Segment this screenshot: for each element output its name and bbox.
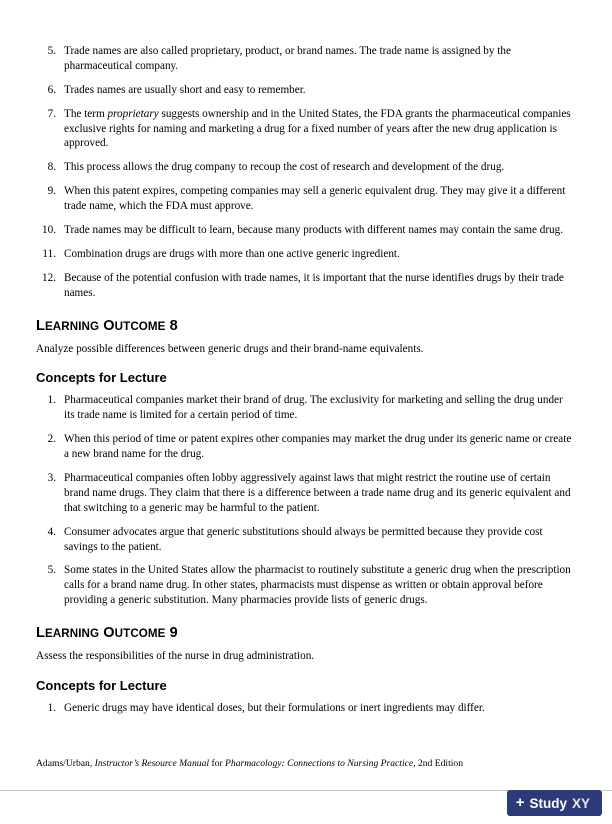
list-item-number: 1. [47,394,56,407]
studyxy-watermark [507,790,602,816]
footer-edition: , 2nd Edition [413,758,463,769]
list-item [36,107,576,152]
heading-letter: O [103,317,115,334]
list-item-text: Combination drugs are drugs with more than one active generic ingredient. [64,247,400,260]
plus-icon: + [515,794,525,811]
list-item-number: 5. [47,564,56,577]
footer-manual-title: Instructor’s Resource Manual [94,758,210,769]
watermark-study-text: Study [529,795,567,811]
footer-book-title: Pharmacology: Connections to Nursing Practice [225,758,414,769]
list-item-number: 5. [47,45,56,57]
concepts-for-lecture-heading-9: Concepts for Lecture [36,678,167,694]
list-item-number: 2. [47,433,56,446]
list-item-number: 10. [42,224,56,237]
concepts-for-lecture-heading-8: Concepts for Lecture [36,370,167,386]
list-item-text: This process allows the drug company to recoup the cost of research and development of the drug. [64,161,505,174]
list-item-number: 12. [42,271,56,284]
heading-smallcaps: UTCOME [114,627,166,641]
list-item-text: Pharmaceutical companies often lobby aggressively against laws that might restrict the routine use of certain brand name drugs. They claim that there is a difference between a trade name drug and its generic equivalent and that switching to a generic may be harmful to the patient. [64,472,571,514]
list-item-text: When this period of time or patent expires other companies may market the drug under its generic name or create a new brand name for the drug. [64,433,572,461]
heading-number: 9 [169,625,178,642]
watermark-xy-text: XY [571,795,590,811]
top-numbered-list [36,44,576,301]
list-item-text: When this patent expires, competing companies may sell a generic equivalent drug. They may give it a different trade name, which the FDA must approve. [64,185,566,213]
page-content [36,44,576,725]
list-item-text: Because of the potential confusion with trade names, it is important that the nurse identifies drugs by their trade names. [64,271,564,299]
list-item [36,701,576,716]
learning-outcome-8-heading [36,318,576,334]
section-9-list [36,701,576,716]
list-item [36,563,576,608]
list-item [36,247,576,262]
heading-smallcaps: EARNING [44,319,100,333]
heading-letter: O [103,625,115,642]
page-footer [36,758,576,769]
list-item [36,432,576,462]
heading-number: 8 [169,317,178,334]
list-item [36,83,576,98]
list-item [36,271,576,301]
list-item-number: 1. [47,702,56,715]
list-item [36,44,576,74]
learning-outcome-8-description: Analyze possible differences between generic drugs and their brand-name equivalents. [36,342,424,355]
list-item-number: 7. [47,107,56,120]
list-item-text: Some states in the United States allow the pharmacist to routinely substitute a generic drug when the prescription calls for a brand name drug. In other states, pharmacists must dispense as written or obtain approval before providing a generic substitution. Many pharmacies provide lists of generic drugs. [64,564,571,607]
heading-letter: L [36,625,45,642]
list-item-text: Trade names may be difficult to learn, because many products with different names may contain the same drug. [64,224,564,237]
heading-smallcaps: EARNING [44,627,100,641]
heading-letter: L [36,317,45,334]
learning-outcome-9-description: Assess the responsibilities of the nurse in drug administration. [36,650,315,663]
list-item-number: 8. [47,161,56,174]
list-item [36,160,576,175]
heading-smallcaps: UTCOME [114,319,166,333]
list-item-text: Pharmaceutical companies market their brand of drug. The exclusivity for marketing and selling the drug under its trade name is limited for a certain period of time. [64,394,563,422]
list-item-text: The term proprietary suggests ownership and in the United States, the FDA grants the pharmaceutical companies exclusive rights for naming and marketing a drug for a fixed number of years after the new drug application is approved. [64,107,571,150]
footer-for: for [211,758,223,769]
list-item [36,471,576,516]
list-item-text: Trade names are also called proprietary, product, or brand names. The trade name is assigned by the pharmaceutical company. [64,45,511,72]
section-8-list [36,393,576,608]
list-item [36,184,576,214]
list-item-text: Consumer advocates argue that generic substitutions should always be permitted because they provide cost savings to the patient. [64,525,543,553]
list-item [36,393,576,423]
learning-outcome-9-heading [36,625,576,641]
list-item-number: 6. [47,83,56,96]
list-item-number: 4. [47,525,56,538]
italic-term: proprietary [107,107,159,120]
list-item-number: 9. [47,185,56,198]
list-item-text: Generic drugs may have identical doses, but their formulations or inert ingredients may differ. [64,702,485,715]
list-item-number: 11. [42,247,56,260]
list-item [36,223,576,238]
list-item-number: 3. [47,472,56,485]
list-item [36,525,576,555]
list-item-text: Trades names are usually short and easy to remember. [64,83,306,96]
footer-authors: Adams/Urban, [36,758,93,769]
